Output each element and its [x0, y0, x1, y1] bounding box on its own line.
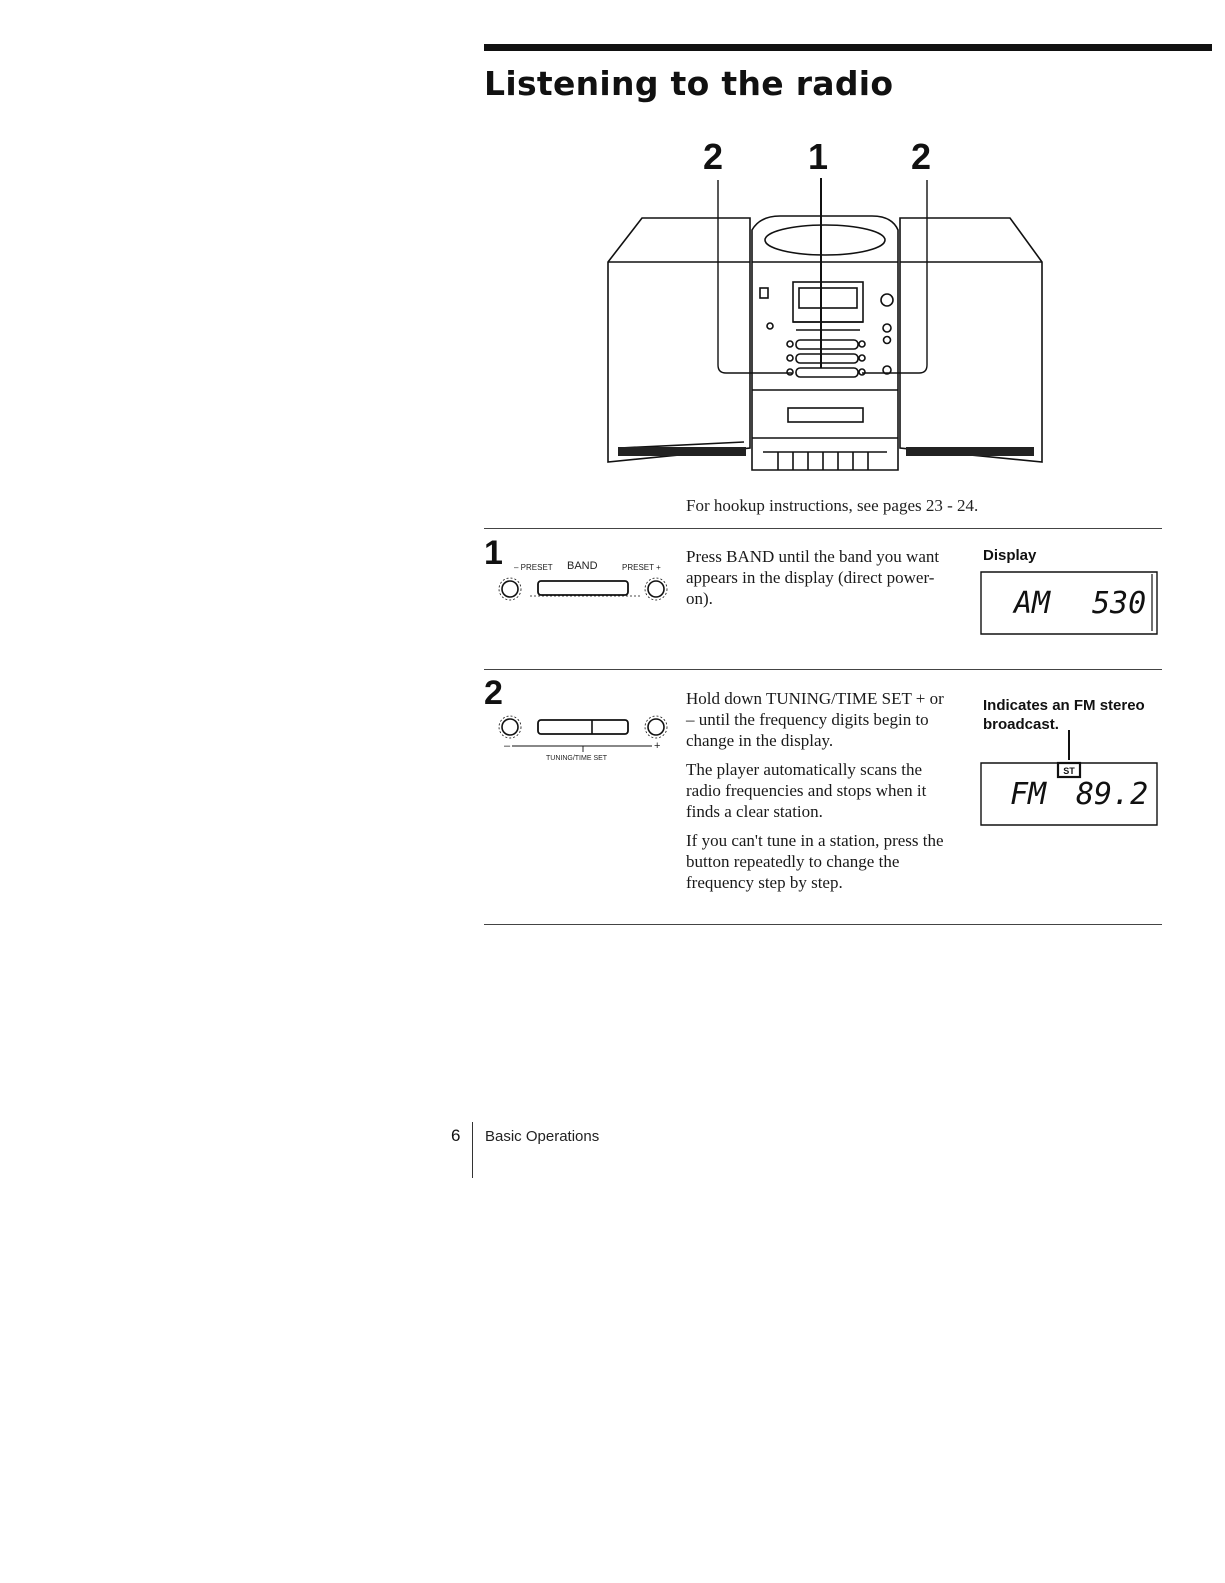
button-icon [796, 368, 858, 377]
instruction-paragraph: The player automatically scans the radio frequencies and stops when it finds a clear station. [686, 760, 927, 821]
stereo-indicator-label: Indicates an FM stereo broadcast. [983, 697, 1145, 733]
am-display [980, 571, 1160, 635]
callout-label: 1 [808, 136, 829, 177]
band-label: BAND [567, 560, 598, 572]
instruction-paragraph: If you can't tune in a station, press the button repeatedly to change the frequency step by step. [686, 831, 944, 892]
stereo-illustration [600, 170, 1050, 485]
step-instructions [686, 688, 956, 901]
page-number: 6 [451, 1126, 461, 1145]
button-icon [760, 288, 768, 298]
step-number: 1 [484, 534, 503, 572]
band-control-illustration [494, 554, 676, 606]
tuning-time-set-label: TUNING/TIME SET [546, 755, 608, 762]
section-divider [484, 528, 1162, 529]
display-band: AM [1014, 586, 1051, 621]
instruction-paragraph: Press BAND until the band you want appears in the display (direct power-on). [686, 547, 940, 608]
center-unit [752, 216, 898, 470]
fm-display [980, 730, 1160, 826]
tuning-plus-label: + [654, 740, 661, 752]
callout-label: 2 [911, 136, 932, 177]
band-button-icon [538, 581, 628, 595]
section-divider [484, 669, 1162, 670]
cd-lid [765, 225, 885, 255]
display-frequency: 530 [1092, 586, 1147, 621]
stereo-indicator-text: ST [1063, 766, 1075, 776]
callout-label: 2 [703, 136, 724, 177]
preset-plus-label: PRESET + [622, 563, 661, 572]
step-number: 2 [484, 674, 503, 712]
tuning-minus-label: – [504, 740, 511, 752]
page-title: Listening to the radio [484, 64, 894, 103]
right-speaker [900, 218, 1042, 462]
tuning-minus-button-icon [502, 719, 518, 735]
tuning-control-illustration [494, 710, 676, 764]
preset-minus-button-icon [502, 581, 518, 597]
preset-minus-label: – PRESET [514, 563, 553, 572]
cassette-slot-icon [788, 408, 863, 422]
preset-plus-button-icon [648, 581, 664, 597]
button-icon [796, 354, 858, 363]
section-divider [484, 924, 1162, 925]
footer-divider [472, 1122, 473, 1178]
left-speaker [608, 218, 750, 462]
hookup-caption: For hookup instructions, see pages 23 - 24. [686, 496, 979, 515]
display-frequency: 89.2 [1076, 777, 1149, 812]
step-instructions [686, 546, 956, 617]
section-name: Basic Operations [485, 1128, 600, 1145]
tuning-button-icon [538, 720, 628, 734]
tuning-plus-button-icon [648, 719, 664, 735]
top-rule [484, 44, 1212, 51]
display-band: FM [1010, 777, 1047, 812]
button-icon [796, 340, 858, 349]
display-label: Display [983, 547, 1037, 564]
instruction-paragraph: Hold down TUNING/TIME SET + or – until the frequency digits begin to change in the display. [686, 689, 944, 750]
